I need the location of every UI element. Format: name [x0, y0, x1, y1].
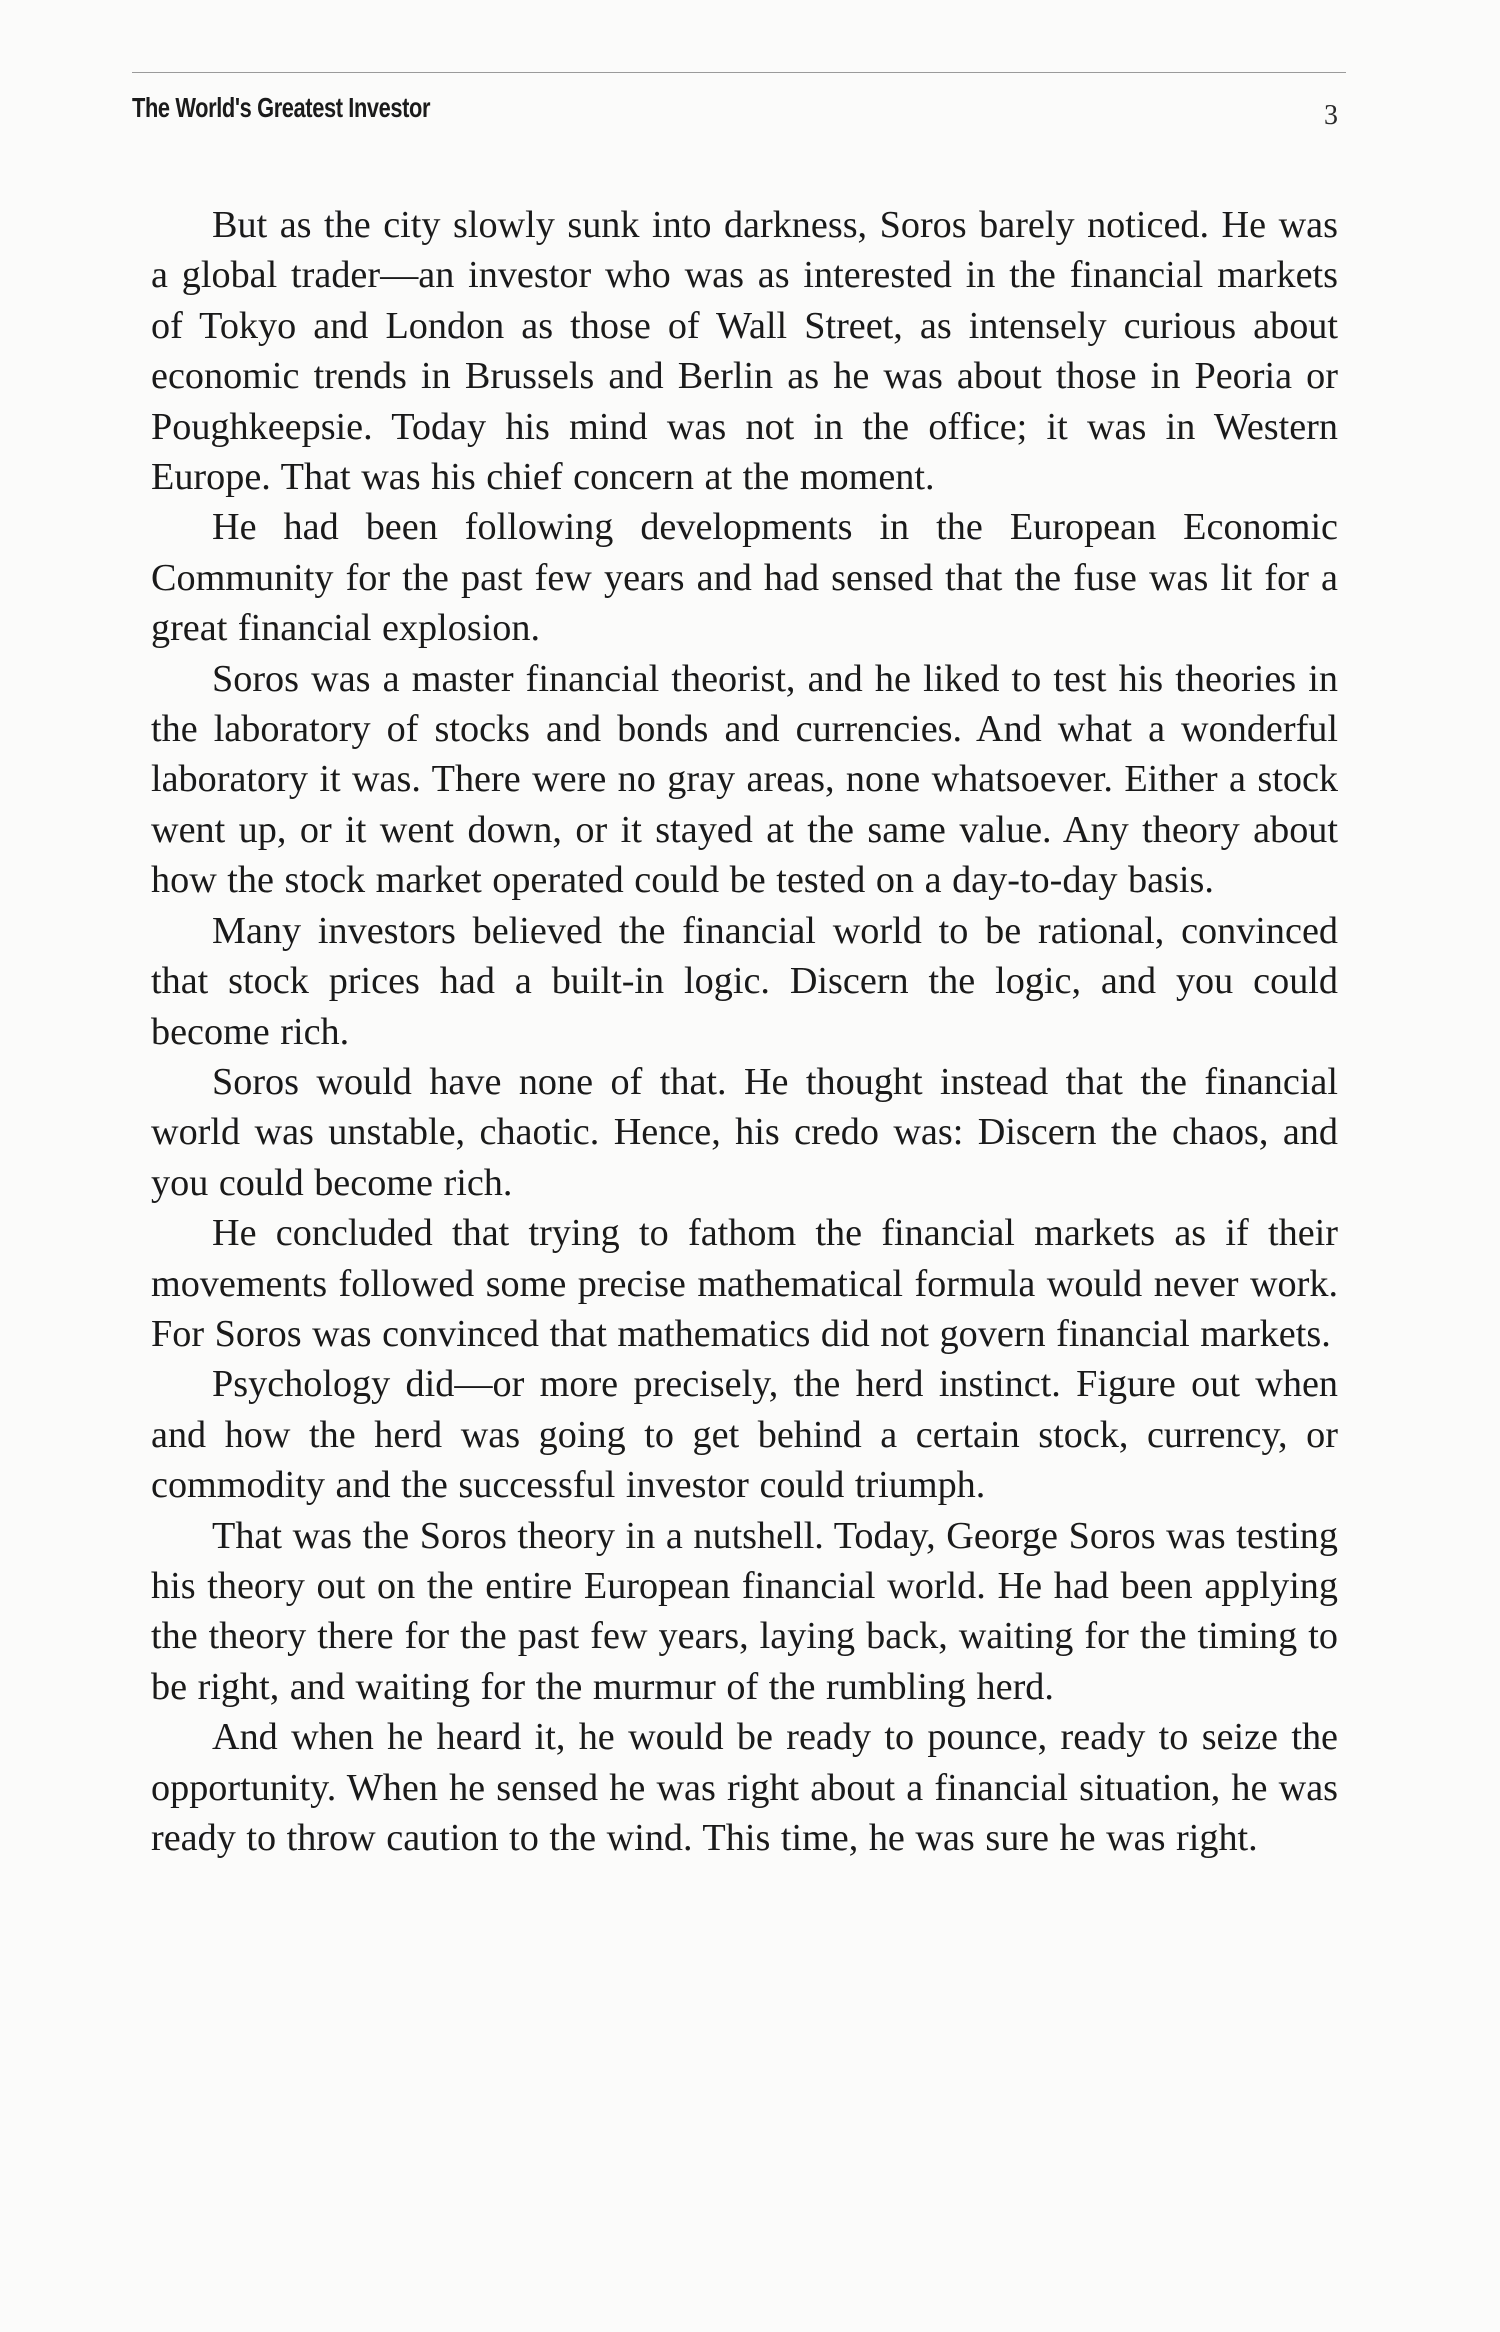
header-rule [132, 72, 1346, 73]
paragraph-6: He concluded that trying to fathom the financial markets as if their movements followed some precise mathematical formula would never work. For Soros was convinced that mathematics did not govern financial markets. [151, 1212, 1338, 1355]
running-title: The World's Greatest Investor [132, 92, 431, 123]
paragraph-4: Many investors believed the financial world to be rational, convinced that stock prices had a built-in logic. Discern the logic, and you could become rich. [151, 909, 1338, 1053]
paragraph-3: Soros was a master financial theorist, and he liked to test his theories in the laboratory of stocks and bonds and currencies. And what a wonderful laboratory it was. There were no gray areas, none whatsoever. Either a stock went up, or it went down, or it stayed at the same value. Any theory about how the stock market operated could be tested on a day-to-day basis. [151, 657, 1338, 902]
paragraph-5: Soros would have none of that. He thought instead that the financial world was unstable, chaotic. Hence, his credo was: Discern the chaos, and you could become rich. [151, 1060, 1338, 1204]
paragraph-1: But as the city slowly sunk into darkness, Soros barely noticed. He was a global trader—an investor who was as interested in the financial markets of Tokyo and London as those of Wall Street, as intensely curious about economic trends in Brussels and Berlin as he was about those in Peoria or Poughkeepsie. Today his mind was not in the office; it was in Western Europe. That was his chief concern at the moment. [151, 204, 1338, 499]
body-text [151, 200, 1338, 2160]
paragraph-8: That was the Soros theory in a nutshell. Today, George Soros was testing his theory out on the entire European financial world. He had been applying the theory there for the past few years, laying back, waiting for the timing to be right, and waiting for the murmur of the rumbling herd. [151, 1514, 1338, 1708]
paragraph-7: Psychology did—or more precisely, the herd instinct. Figure out when and how the herd was going to get behind a certain stock, currency, or commodity and the successful investor could triumph. [151, 1363, 1338, 1507]
running-head [132, 92, 1346, 131]
paragraph-9: And when he heard it, he would be ready to pounce, ready to seize the opportunity. When he sensed he was right about a financial situation, he was ready to throw caution to the wind. This time, he was sure he was right. [151, 1716, 1338, 1859]
page-number: 3 [1324, 100, 1338, 131]
paragraph-2: He had been following developments in the European Economic Community for the past few years and had sensed that the fuse was lit for a great financial explosion. [151, 506, 1338, 650]
